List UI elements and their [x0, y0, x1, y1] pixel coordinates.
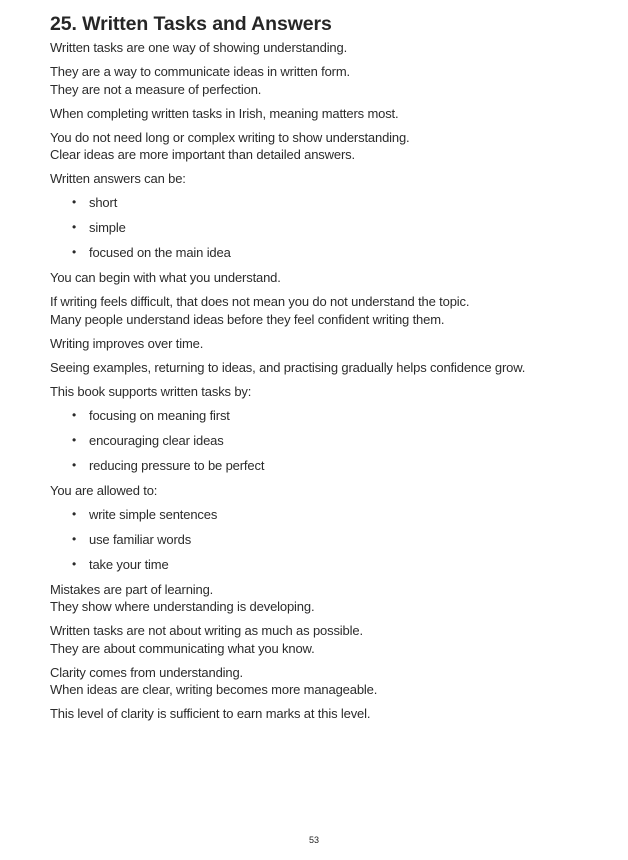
list-item-text: write simple sentences: [89, 506, 218, 522]
list-item-text: take your time: [89, 556, 169, 572]
paragraph: [50, 664, 610, 699]
paragraph: [50, 581, 610, 616]
list-item: [50, 219, 610, 237]
list-item-text: focusing on meaning first: [89, 407, 230, 423]
list-item-text: reducing pressure to be perfect: [89, 457, 265, 473]
document-page: [50, 10, 610, 729]
text-line: You are allowed to:: [50, 482, 158, 498]
text-line: Written tasks are one way of showing understanding.: [50, 40, 348, 55]
text-line: You can begin with what you understand.: [50, 270, 281, 285]
bullet-list: [50, 194, 610, 262]
paragraph: [50, 170, 610, 188]
bullet-icon: •: [72, 457, 77, 472]
bullet-icon: •: [72, 245, 77, 259]
document-body: [50, 39, 610, 723]
list-item: [50, 457, 610, 475]
bullet-icon: •: [72, 220, 77, 234]
paragraph: [50, 482, 610, 500]
text-line: They are not a measure of perfection.: [50, 81, 262, 97]
paragraph: [50, 129, 610, 164]
bullet-icon: •: [72, 432, 77, 447]
list-item: [50, 407, 610, 425]
page-number: 53: [308, 835, 319, 845]
text-line: Mistakes are part of learning.: [50, 581, 214, 597]
list-item-text: simple: [89, 220, 126, 235]
paragraph: [50, 622, 610, 657]
text-line: They are a way to communicate ideas in written form.: [50, 64, 350, 79]
list-item-text: encouraging clear ideas: [89, 432, 224, 448]
list-item: [50, 506, 610, 524]
paragraph: [50, 105, 610, 123]
bullet-icon: •: [72, 407, 77, 422]
paragraph: [50, 383, 610, 401]
text-line: They are about communicating what you know.: [50, 640, 315, 656]
text-line: When completing written tasks in Irish, meaning matters most.: [50, 105, 399, 121]
text-line: Clarity comes from understanding.: [50, 664, 244, 680]
bullet-list: [50, 506, 610, 574]
bullet-icon: •: [72, 506, 77, 521]
text-line: If writing feels difficult, that does not mean you do not understand the topic.: [50, 294, 470, 309]
text-line: Written answers can be:: [50, 171, 186, 186]
bullet-icon: •: [72, 531, 77, 546]
list-item: [50, 194, 610, 212]
paragraph: [50, 705, 610, 723]
bullet-icon: •: [72, 195, 77, 209]
text-line: Clear ideas are more important than detailed answers.: [50, 147, 355, 162]
text-line: Written tasks are not about writing as much as possible.: [50, 623, 363, 638]
text-line: You do not need long or complex writing to show understanding.: [50, 129, 410, 145]
text-line: When ideas are clear, writing becomes more manageable.: [50, 682, 378, 697]
list-item-text: focused on the main idea: [89, 245, 231, 260]
text-line: This book supports written tasks by:: [50, 383, 252, 399]
list-item: [50, 531, 610, 549]
list-item-text: short: [89, 195, 118, 210]
paragraph: [50, 359, 610, 377]
text-line: Writing improves over time.: [50, 335, 204, 351]
text-line: They show where understanding is developing.: [50, 599, 315, 614]
list-item: [50, 556, 610, 574]
paragraph: [50, 293, 610, 328]
list-item: [50, 432, 610, 450]
paragraph: [50, 269, 610, 287]
list-item: [50, 244, 610, 262]
text-line: Seeing examples, returning to ideas, and practising gradually helps confidence grow.: [50, 359, 526, 375]
bullet-icon: •: [72, 556, 77, 571]
list-item-text: use familiar words: [89, 531, 192, 547]
paragraph: [50, 39, 610, 57]
paragraph: [50, 63, 610, 98]
section-title: 25. Written Tasks and Answers: [50, 13, 332, 35]
text-line: Many people understand ideas before they feel confident writing them.: [50, 311, 445, 327]
text-line: This level of clarity is sufficient to earn marks at this level.: [50, 706, 371, 721]
paragraph: [50, 335, 610, 353]
bullet-list: [50, 407, 610, 475]
